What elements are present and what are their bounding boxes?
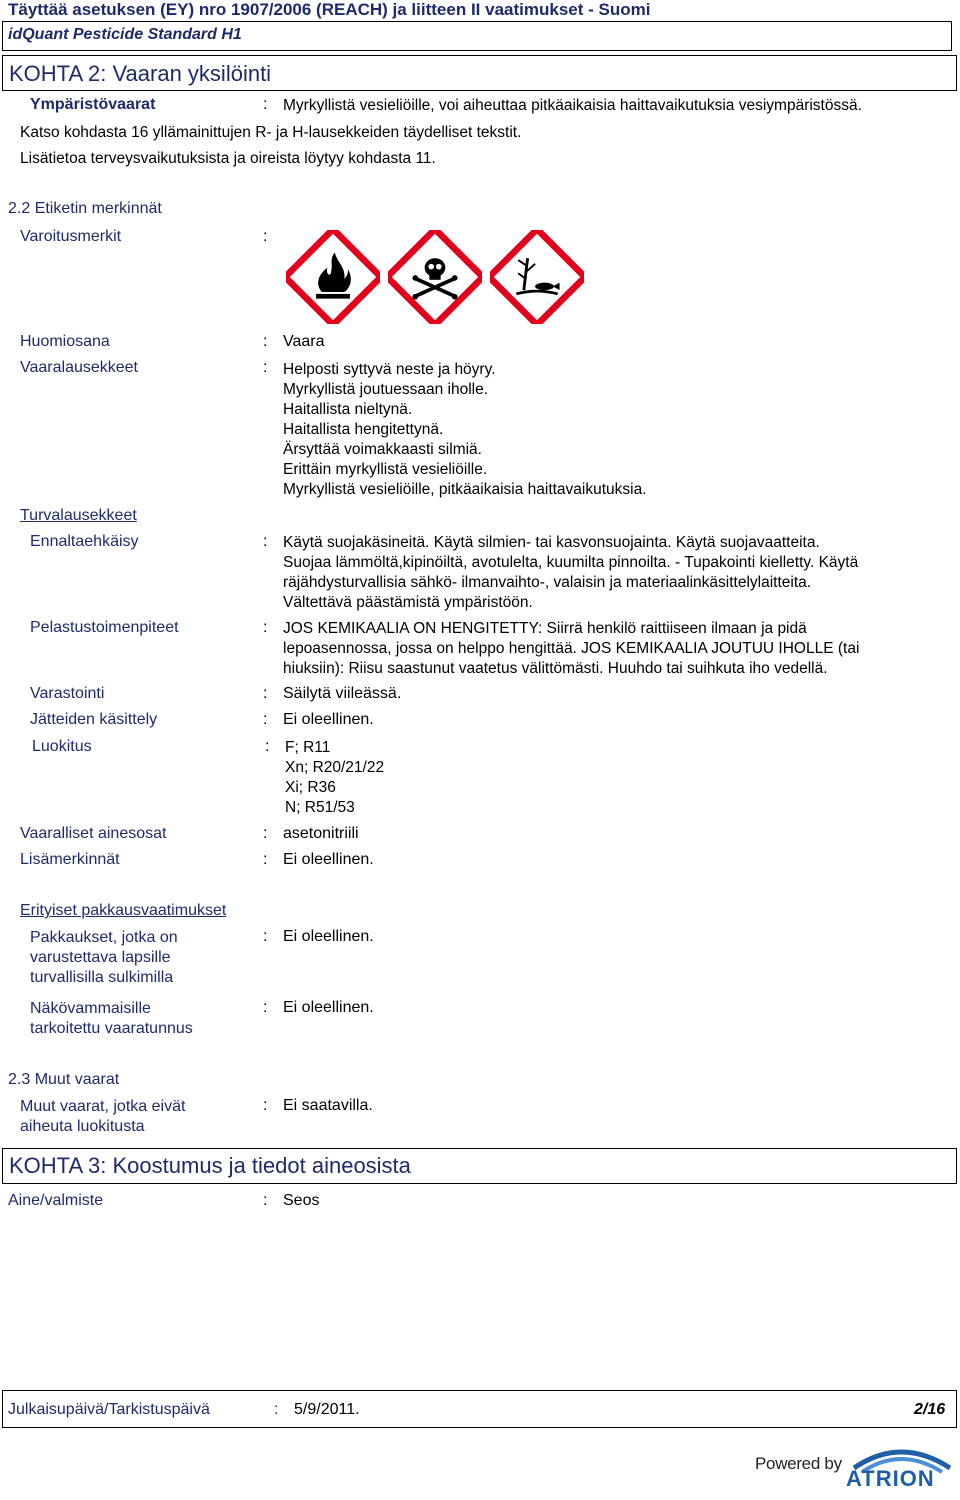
response-text [283,619,859,679]
response-line: JOS KEMIKAALIA ON HENGITETTY: Siirrä henkilö raittiiseen ilmaan ja pidä [283,620,807,637]
page-number: 2/16 [914,1401,946,1418]
colon: : [263,999,268,1016]
child-resistant-label [30,928,178,988]
response-label: Pelastustoimenpiteet [30,619,179,636]
signal-word-value: Vaara [283,333,325,350]
classification-item: F; R11 [285,739,331,756]
product-name: idQuant Pesticide Standard H1 [8,26,242,43]
hazard-statement: Haitallista hengitettynä. [283,421,444,438]
hazard-statement: Erittäin myrkyllistä vesieliöille. [283,461,488,478]
prevention-line: Käytä suojakäsineitä. Käytä silmien- tai kasvonsuojainta. Käytä suojavaatteita. [283,534,820,551]
signal-word-label: Huomiosana [20,333,110,350]
flame-pictogram-icon [286,230,380,324]
colon: : [274,1401,279,1418]
hazard-statement: Myrkyllistä vesieliöille, pitkäaikaisia haittavaikutuksia. [283,481,647,498]
environment-pictogram-icon [490,230,584,324]
special-packaging-title: Erityiset pakkausvaatimukset [20,902,227,919]
response-line: hiuksiin): Riisu saastunut vaatetus välittömästi. Huuhdo tai suihkuta iho vedellä. [283,660,828,677]
colon: : [263,619,268,636]
tactile-label-line: Näkövammaisille [30,1000,151,1017]
child-resistant-label-line: varustettava lapsille [30,949,171,966]
prevention-line: Suojaa lämmöltä,kipinöiltä, avotulelta, kuumilta pinnoilta. - Tupakointi kielletty. Käytä [283,554,859,571]
note-section11: Lisätietoa terveysvaikutuksista ja oireista löytyy kohdasta 11. [20,150,436,167]
substance-value: Seos [283,1192,320,1209]
other-hazards-value: Ei saatavilla. [283,1097,373,1114]
other-hazards-label-line: Muut vaarat, jotka eivät [20,1098,186,1115]
prevention-line: Vältettävä päästämistä ympäristöön. [283,594,533,611]
section2-title: KOHTA 2: Vaaran yksilöinti [9,61,272,86]
regulation-header: Täyttää asetuksen (EY) nro 1907/2006 (REACH) ja liitteen II vaatimukset - Suomi [8,0,651,19]
tactile-warning-label [30,999,193,1039]
revision-date: 5/9/2011. [294,1401,360,1418]
storage-value: Säilytä viileässä. [283,685,402,702]
colon: : [263,851,268,868]
colon: : [263,685,268,702]
storage-label: Varastointi [30,685,105,702]
colon: : [263,533,268,550]
atrion-brand-text: ATRION [846,1466,935,1491]
hazard-statements-label: Vaaralausekkeet [20,359,138,376]
environmental-hazards-value: Myrkyllistä vesieliöille, voi aiheuttaa pitkäaikaisia haittavaikutuksia vesiympäristössä. [283,97,862,114]
other-hazards-label [20,1097,185,1137]
hazard-statement: Myrkyllistä joutuessaan iholle. [283,381,489,398]
substance-label: Aine/valmiste [8,1192,104,1209]
child-resistant-label-line: turvallisilla sulkimilla [30,969,174,986]
section3-title: KOHTA 3: Koostumus ja tiedot aineosista [9,1153,411,1178]
powered-by-text: Powered by [755,1454,842,1473]
environmental-hazards-label: Ympäristövaarat [30,96,156,113]
classification-label: Luokitus [32,738,92,755]
colon: : [263,359,268,376]
pictograms-label: Varoitusmerkit [20,228,122,245]
colon: : [263,928,268,945]
colon: : [263,1192,268,1209]
disposal-value: Ei oleellinen. [283,711,374,728]
child-resistant-label-line: Pakkaukset, jotka on [30,929,178,946]
supplemental-label: Lisämerkinnät [20,851,120,868]
colon: : [263,1097,268,1114]
classification-list [285,738,384,818]
colon: : [263,96,268,113]
hazard-statement: Haitallista nieltynä. [283,401,413,418]
prevention-text [283,533,858,613]
tactile-warning-value: Ei oleellinen. [283,999,374,1016]
hazardous-components-label: Vaaralliset ainesosat [20,825,167,842]
hazard-statement: Ärsyttää voimakkaasti silmiä. [283,441,482,458]
label-elements-title: 2.2 Etiketin merkinnät [8,200,162,217]
colon: : [263,825,268,842]
other-hazards-label-line: aiheuta luokitusta [20,1118,145,1135]
prevention-label: Ennaltaehkäisy [30,533,139,550]
classification-item: N; R51/53 [285,799,355,816]
hazard-statement: Helposti syttyvä neste ja höyry. [283,361,496,378]
colon: : [263,228,268,245]
response-line: lepoasennossa, jossa on helppo hengittää. JOS KEMIKAALIA JOUTUU IHOLLE (tai [283,640,860,657]
supplemental-value: Ei oleellinen. [283,851,374,868]
colon: : [265,738,270,755]
disposal-label: Jätteiden käsittely [30,711,158,728]
classification-item: Xn; R20/21/22 [285,759,385,776]
child-resistant-value: Ei oleellinen. [283,928,374,945]
tactile-label-line: tarkoitettu vaaratunnus [30,1020,193,1037]
note-section16: Katso kohdasta 16 yllämainittujen R- ja H-lausekkeiden täydelliset tekstit. [20,124,522,141]
other-hazards-title: 2.3 Muut vaarat [8,1071,120,1088]
date-label: Julkaisupäivä/Tarkistuspäivä [8,1401,210,1418]
hazard-statements-list [283,360,647,500]
skull-crossbones-pictogram-icon [388,230,482,324]
hazardous-components-value: asetonitriili [283,825,359,842]
colon: : [263,333,268,350]
precautionary-statements-label: Turvalausekkeet [20,507,137,524]
colon: : [263,711,268,728]
prevention-line: räjähdysturvallisia sähkö- ilmanvaihto-, valaisin ja materiaalinkäsittelylaitteita. [283,574,812,591]
classification-item: Xi; R36 [285,779,336,796]
